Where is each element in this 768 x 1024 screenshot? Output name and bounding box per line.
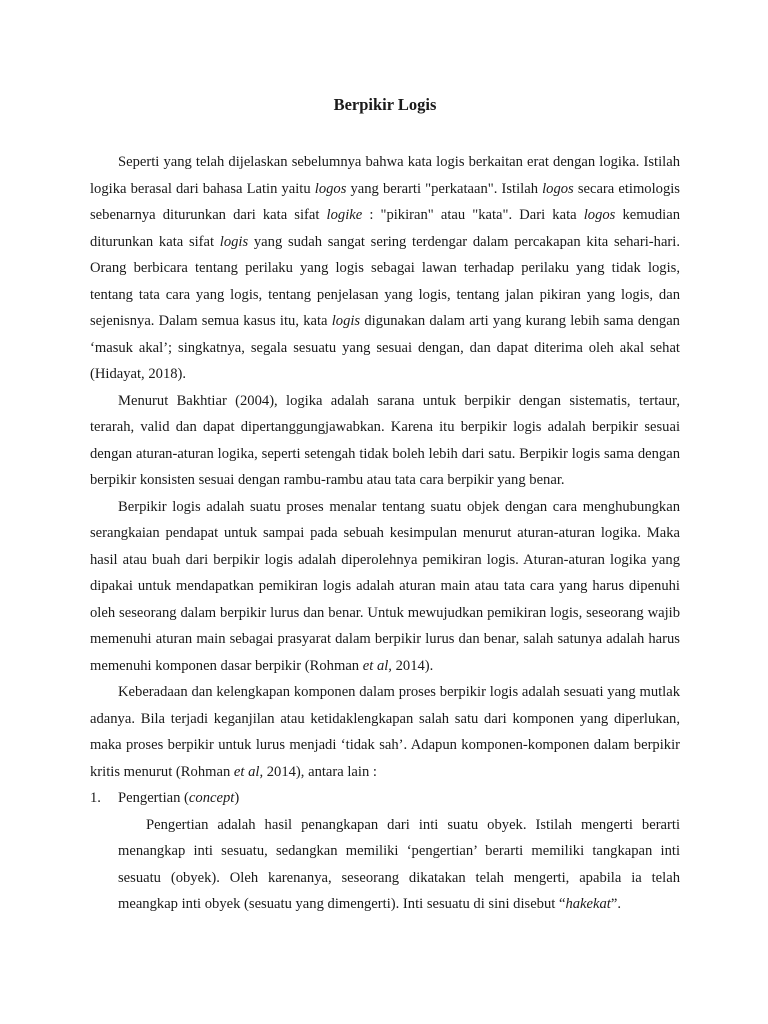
italic-term: et al, [362, 657, 392, 674]
paragraph-4 [90, 679, 680, 785]
paragraph-text: yang sudah sangat sering terdengar dalam percakapan kita sehari-hari. Orang berbicara tentang perilaku yang logis sebagai lawan terhadap perilaku yang tidak logis, tentang tata cara yang logis, tentang penjelasan yang logis, tentang jalan pikiran yang logis, dan sejenisnya. Dalam semua kasus itu, kata [90, 233, 680, 329]
italic-term: logos [314, 180, 347, 197]
italic-term: logis [219, 233, 249, 250]
italic-term: concept [188, 790, 235, 806]
paragraph-text: digunakan dalam arti yang kurang lebih sama dengan ‘masuk akal’; singkatnya, segala sesuatu yang sesuai dengan, dan dapat diterima oleh akal sehat (Hidayat, 2018). [90, 313, 680, 382]
paragraph-text: : "pikiran" atau "kata". Dari kata [362, 207, 584, 223]
list-label-text: ) [234, 790, 240, 806]
paragraph-text: Berpikir logis adalah suatu proses menalar tentang suatu objek dengan cara menghubungkan serangkaian pendapat untuk sampai pada sebuah kesimpulan menurut aturan-aturan logika. Maka hasil atau buah dari berpikir logis adalah diperolehnya pemikiran logis. Aturan-aturan logika yang dipakai untuk mendapatkan pemikiran logis adalah aturan main atau tata cara yang harus dipenuhi oleh seseorang dalam berpikir lurus dan benar. Untuk mewujudkan pemikiran logis, seseorang wajib memenuhi aturan main sebagai prasyarat dalam berpikir lurus dan benar, salah satunya adalah harus memenuhi komponen dasar berpikir (Rohman [90, 498, 680, 674]
list-number: 1. [90, 790, 101, 806]
paragraph-text: kemudian diturunkan kata sifat [90, 207, 681, 250]
paragraph-text: 2014), antara lain : [263, 763, 377, 780]
list-label [118, 785, 680, 812]
list-item-description [118, 812, 680, 918]
paragraph-text: Pengertian adalah hasil penangkapan dari inti suatu obyek. Istilah mengerti berarti menangkap inti sesuatu, sedangkan memiliki ‘pengertian’ berarti memiliki tangkapan inti sesuatu (obyek). Oleh karenanya, seseorang dikatakan telah mengerti, apabila ia telah meangkap inti obyek (sesuatu yang dimengerti). Inti sesuatu di sini disebut “ [118, 816, 680, 912]
italic-term: logis [331, 313, 361, 329]
list-label-text: Pengertian ( [118, 790, 189, 806]
italic-term: logike [326, 207, 363, 223]
document-body [90, 149, 680, 918]
italic-term: logos [542, 180, 574, 197]
paragraph-text: secara etimologis sebenarnya diturunkan dari kata sifat [90, 180, 680, 223]
paragraph-2: Menurut Bakhtiar (2004), logika adalah sarana untuk berpikir dengan sistematis, tertaur, terarah, valid dan dapat dipertanggungjawabkan. Karena itu berpikir logis adalah berpikir sesuai dengan aturan-aturan logika, seperti setengah tidak boleh lebih dari satu. Berpikir logis sama dengan berpikir konsisten sesuai dengan rambu-rambu atau tata cara berpikir yang benar. [90, 392, 680, 488]
italic-term: hakekat [565, 896, 611, 912]
paragraph-1 [90, 149, 680, 388]
paragraph-text: ”. [610, 896, 621, 912]
paragraph-text: 2014). [391, 657, 434, 674]
italic-term: logos [583, 207, 616, 223]
paragraph-text: yang berarti "perkataan". Istilah [346, 180, 543, 197]
paragraph-text: Keberadaan dan kelengkapan komponen dalam proses berpikir logis adalah sesuati yang mutlak adanya. Bila terjadi keganjilan atau ketidaklengkapan salah satu dari komponen yang diperlukan, maka proses berpikir untuk lurus menjadi ‘tidak sah’. Adapun komponen-komponen dalam berpikir kritis menurut (Rohman [90, 684, 680, 780]
list-item-concept [90, 785, 680, 812]
paragraph-3 [90, 494, 680, 680]
document-title: Berpikir Logis [333, 95, 437, 114]
italic-term: et al, [233, 763, 264, 780]
paragraph-text: Seperti yang telah dijelaskan sebelumnya bahwa kata logis berkaitan erat dengan logika. Istilah logika berasal dari bahasa Latin yaitu [90, 154, 680, 197]
